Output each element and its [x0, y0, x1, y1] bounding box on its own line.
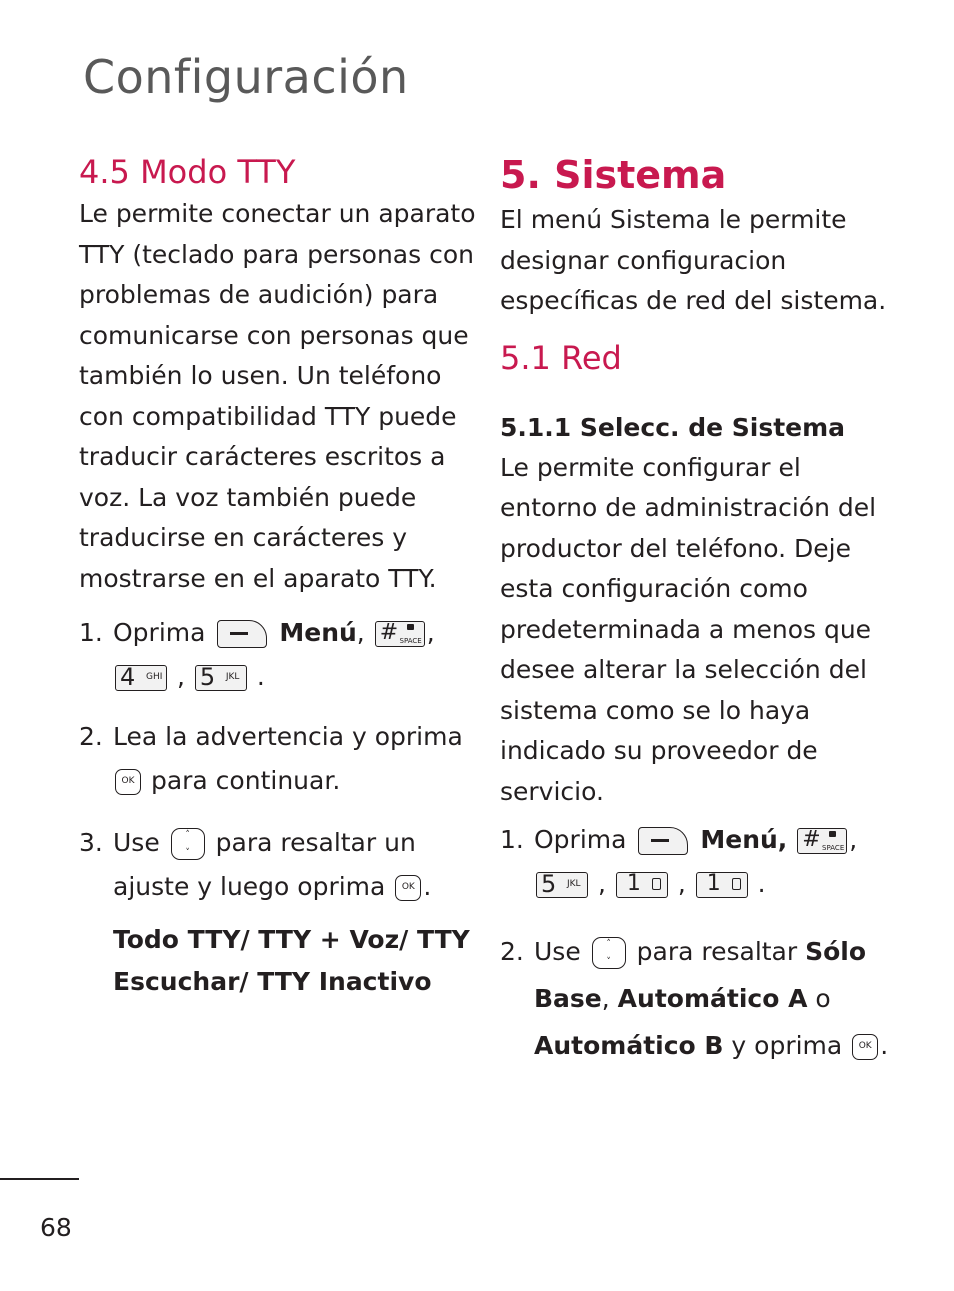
one-key-icon: 1	[616, 872, 668, 898]
right-column	[500, 150, 900, 1069]
section-heading-red: 5.1 Red	[500, 338, 622, 377]
nav-key-icon: ˄ ˅	[592, 937, 626, 969]
tty-step-3	[79, 821, 479, 909]
separator: ,	[356, 618, 365, 647]
ok-key-icon: OK	[115, 769, 141, 795]
step-number: 3.	[79, 828, 103, 857]
sistema-step-2	[500, 928, 900, 1069]
sistema-description: El menú Sistema le permite designar configuracion específicas de red del sistema.	[500, 205, 887, 315]
selecc-description: Le permite configurar el entorno de administración del productor del teléfono. Deje esta configuración como predeterminada a menos que desee alterar la selección del sistema como se lo haya indicado su proveedor de servicio.	[500, 452, 877, 806]
separator: ,	[597, 869, 606, 898]
separator: .	[757, 869, 766, 898]
nav-key-icon: ˄ ˅	[171, 828, 205, 860]
tty-step-2	[79, 715, 479, 803]
separator: ,	[176, 662, 185, 691]
separator: o	[815, 984, 831, 1013]
subsection-heading-selecc: 5.1.1 Selecc. de Sistema	[500, 412, 846, 442]
soft-key-icon	[217, 620, 267, 648]
step-number: 1.	[500, 825, 524, 854]
one-key-icon: 1	[696, 872, 748, 898]
step-number: 1.	[79, 618, 103, 647]
page-number: 68	[40, 1213, 72, 1242]
step-text: y oprima	[731, 1031, 843, 1060]
step-number: 2.	[79, 722, 103, 751]
option-solo-base: Sólo Base	[534, 937, 867, 1013]
separator: .	[880, 1031, 889, 1060]
step-text: Oprima	[534, 825, 627, 854]
page-title: Configuración	[83, 50, 409, 104]
step-text: Use	[113, 828, 160, 857]
four-key-icon: 4 GHI	[115, 665, 167, 691]
separator: .	[256, 662, 265, 691]
tty-options: Todo TTY/ TTY + Voz/ TTY Escuchar/ TTY Inactivo	[113, 925, 470, 996]
step-text: Use	[534, 937, 581, 966]
left-column	[79, 150, 479, 1003]
section-heading-tty: 4.5 Modo TTY	[79, 153, 296, 191]
option-automatico-b: Automático B	[534, 1031, 724, 1060]
separator: ,	[601, 984, 610, 1013]
separator: ,	[677, 869, 686, 898]
sistema-step-1	[500, 818, 900, 906]
ok-key-icon: OK	[852, 1034, 878, 1060]
step-number: 2.	[500, 937, 524, 966]
soft-key-icon	[638, 827, 688, 855]
separator: .	[423, 872, 432, 901]
section-heading-sistema: 5. Sistema	[500, 153, 727, 197]
step-text: para resaltar	[636, 937, 798, 966]
step-text: para continuar.	[150, 766, 341, 795]
five-key-icon: 5 JKL	[536, 872, 588, 898]
step-text: Oprima	[113, 618, 206, 647]
footer-rule	[0, 1178, 79, 1180]
hash-key-icon: # SPACE	[797, 828, 847, 854]
five-key-icon: 5 JKL	[195, 665, 247, 691]
ok-key-icon: OK	[395, 875, 421, 901]
menu-label: Menú,	[700, 825, 788, 854]
separator: ,	[849, 825, 858, 854]
separator: ,	[426, 618, 435, 647]
hash-key-icon: # SPACE	[375, 621, 425, 647]
tty-step-1	[79, 611, 479, 699]
step-text: Lea la advertencia y oprima	[113, 722, 463, 751]
tty-description: Le permite conectar un aparato TTY (teclado para personas con problemas de audición) para comunicarse con personas que también lo usen. Un teléfono con compatibilidad TTY puede traducir carácteres escritos a voz. La voz también puede traducirse en carácteres y mostrarse en el aparato TTY.	[79, 199, 476, 593]
step-text: para resaltar un ajuste y luego oprima	[113, 828, 416, 901]
menu-label: Menú	[279, 618, 357, 647]
option-automatico-a: Automático A	[617, 984, 808, 1013]
